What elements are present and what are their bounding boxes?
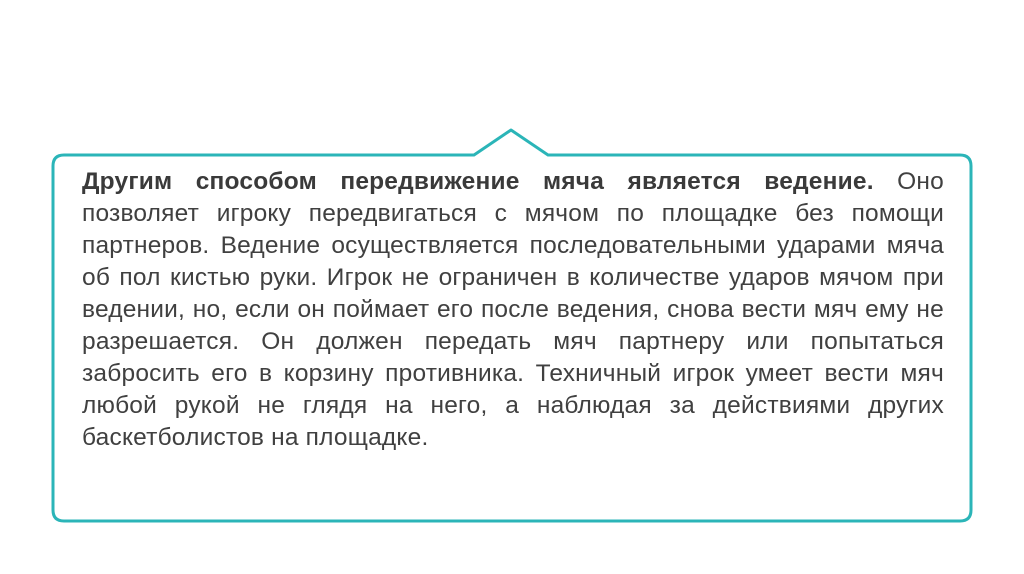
body-text: Оно позволяет игроку передвигаться с мячом по площадке без помощи партнеров. Ведение осуществляется последовательными ударами мяча об пол кистью руки. Игрок не ограничен в количестве ударов мячом при ведении, но, если он поймает его после ведения, снова вести мяч ему не разрешается. Он должен передать мяч партнеру или попытаться забросить его в корзину противника. Техничный игрок умеет вести мяч любой рукой не глядя на него, а наблюдая за действиями других баскетболистов на площадке.: [82, 168, 944, 451]
callout-paragraph: [82, 166, 944, 454]
lead-sentence: Другим способом передвижение мяча является ведение.: [82, 168, 874, 195]
